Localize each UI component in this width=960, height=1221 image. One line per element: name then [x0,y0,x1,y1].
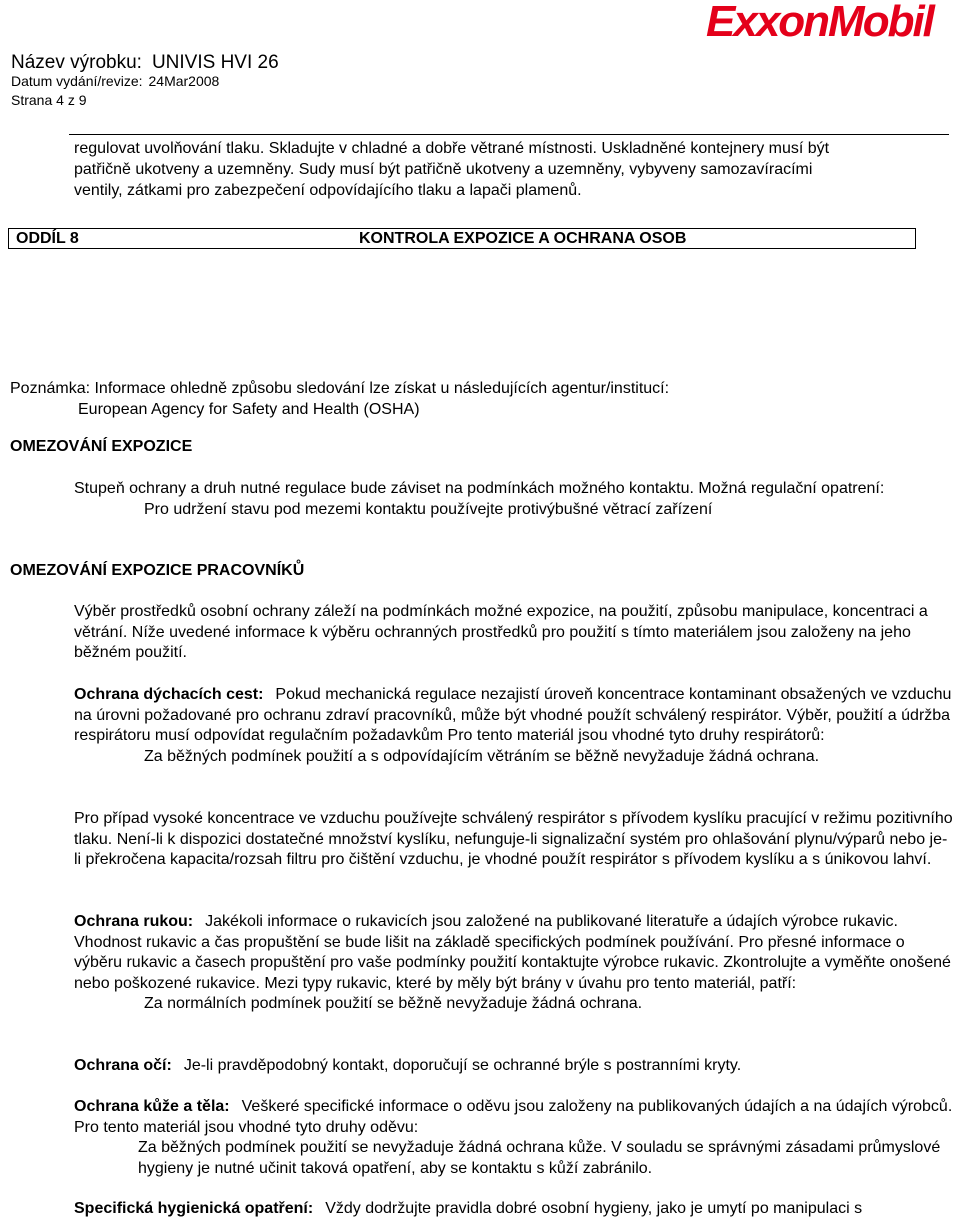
hygiene-text: Vždy dodržujte pravidla dobré osobní hygieny, jako je umytí po manipulaci s [325,1200,863,1217]
skin-paragraph [74,1097,954,1179]
exxonmobil-logo: ExxonMobil [706,0,933,46]
section-header [8,228,916,249]
exposure-heading: OMEZOVÁNÍ EXPOZICE [10,438,193,455]
eyes-paragraph [74,1056,954,1077]
note-text: Poznámka: Informace ohledně způsobu sledování lze získat u následujících agentur/institucí: [10,380,670,397]
date-value: 24Mar2008 [148,73,220,89]
skin-indented: Za běžných podmínek použití se nevyžaduje žádná ochrana kůže. V souladu se správnými zásadami průmyslové hygieny je nutné učinit taková opatření, aby se kontaktu s kůží zabránilo. [138,1139,941,1177]
hands-paragraph [74,912,954,1015]
exposure-paragraph [74,479,954,520]
hygiene-label: Specifická hygienická opatření: [74,1200,314,1217]
exposure-indented: Pro udržení stavu pod mezemi kontaktu používejte protivýbušné větrací zařízení [144,500,713,518]
hands-text: Jakékoli informace o rukavicích jsou založené na publikované literatuře a údajích výrobce rukavic. Vhodnost rukavic a čas propuštění se bude lišit na základě specifických podmínek používání. Pro přesné informace o výběru rukavic a časech propuštění pro vaše podmínky použití kontaktujte výrobce rukavic. Zkontrolujte a vyměňte onošené nebo poškozené rukavice. Mezi typy rukavic, které by měly být brány v úvahu pro tento materiál, patří: [74,913,951,992]
product-value: UNIVIS HVI 26 [151,52,279,73]
respiratory-label: Ochrana dýchacích cest: [74,686,264,703]
intro-line: patřičně ukotveny a uzemněny. Sudy musí být patřičně ukotveny a uzemněny, vybyveny samozavíracími [74,161,813,178]
skin-label: Ochrana kůže a těla: [74,1098,230,1115]
eyes-text: Je-li pravděpodobný kontakt, doporučují se ochranné brýle s postranními kryty. [183,1057,742,1074]
respiratory-paragraph-2: Pro případ vysoké koncentrace ve vzduchu používejte schválený respirátor s přívodem kyslíku pracující v režimu pozitivního tlaku. Není-li k dispozici dostatečné množství kyslíku, nefunguje-li signalizační systém pro ohlašování plynu/výparů nebo je-li překročena kapacita/rozsah filtru pro čištění vzduchu, je vhodné použít respirátor s přívodem kyslíku a s únikovou lahví. [74,810,953,869]
product-label: Název výrobku: [11,52,142,73]
hands-indented: Za normálních podmínek použití se běžně nevyžaduje žádná ochrana. [144,995,643,1013]
skin-text: Veškeré specifické informace o oděvu jsou založeny na publikovaných údajích a na údajích výrobců. Pro tento materiál jsou vhodné tyto druhy oděvu: [74,1098,953,1136]
intro-line: regulovat uvolňování tlaku. Skladujte v chladné a dobře větrané místnosti. Uskladněné kontejnery musí být [74,140,830,157]
intro-paragraph [74,138,954,201]
note-agency: European Agency for Safety and Health (OSHA) [78,401,420,418]
hygiene-paragraph [74,1199,954,1220]
exposure-text: Stupeň ochrany a druh nutné regulace bude záviset na podmínkách možného kontaktu. Možná regulační opatrení: [74,480,885,497]
respiratory-paragraph [74,685,954,767]
worker-heading: OMEZOVÁNÍ EXPOZICE PRACOVNÍKŮ [10,562,305,579]
section-title: KONTROLA EXPOZICE A OCHRANA OSOB [359,230,687,247]
section-number: ODDÍL 8 [16,230,79,247]
eyes-label: Ochrana očí: [74,1057,172,1074]
hands-label: Ochrana rukou: [74,913,194,930]
header-divider [69,134,949,135]
note [10,378,669,420]
worker-paragraph: Výběr prostředků osobní ochrany záleží na podmínkách možné expozice, na použití, způsobu manipulace, koncentraci a větrání. Níže uvedené informace k výběru ochranných prostředků pro použití s tímto materiálem jsou založeny na jeho běžném použití. [74,603,928,662]
product-name [11,52,279,74]
date-label: Datum vydání/revize: [11,73,143,89]
intro-line: ventily, zátkami pro zabezpečení odpovídajícího tlaku a lapači plamenů. [74,182,582,199]
revision-date [11,73,219,89]
respiratory-text: Pokud mechanická regulace nezajistí úroveň koncentrace kontaminant obsažených ve vzduchu na úrovni požadované pro ochranu zdraví pracovníků, může být vhodné použít schválený respirátor. Výběr, použití a údržba respirátoru musí odpovídat regulačním požadavkům Pro tento materiál jsou vhodné tyto druhy respirátorů: [74,686,952,745]
respiratory-indented: Za běžných podmínek použití a s odpovídajícím větráním se běžně nevyžaduje žádná ochrana. [144,747,820,765]
page-number: Strana 4 z 9 [11,92,87,108]
